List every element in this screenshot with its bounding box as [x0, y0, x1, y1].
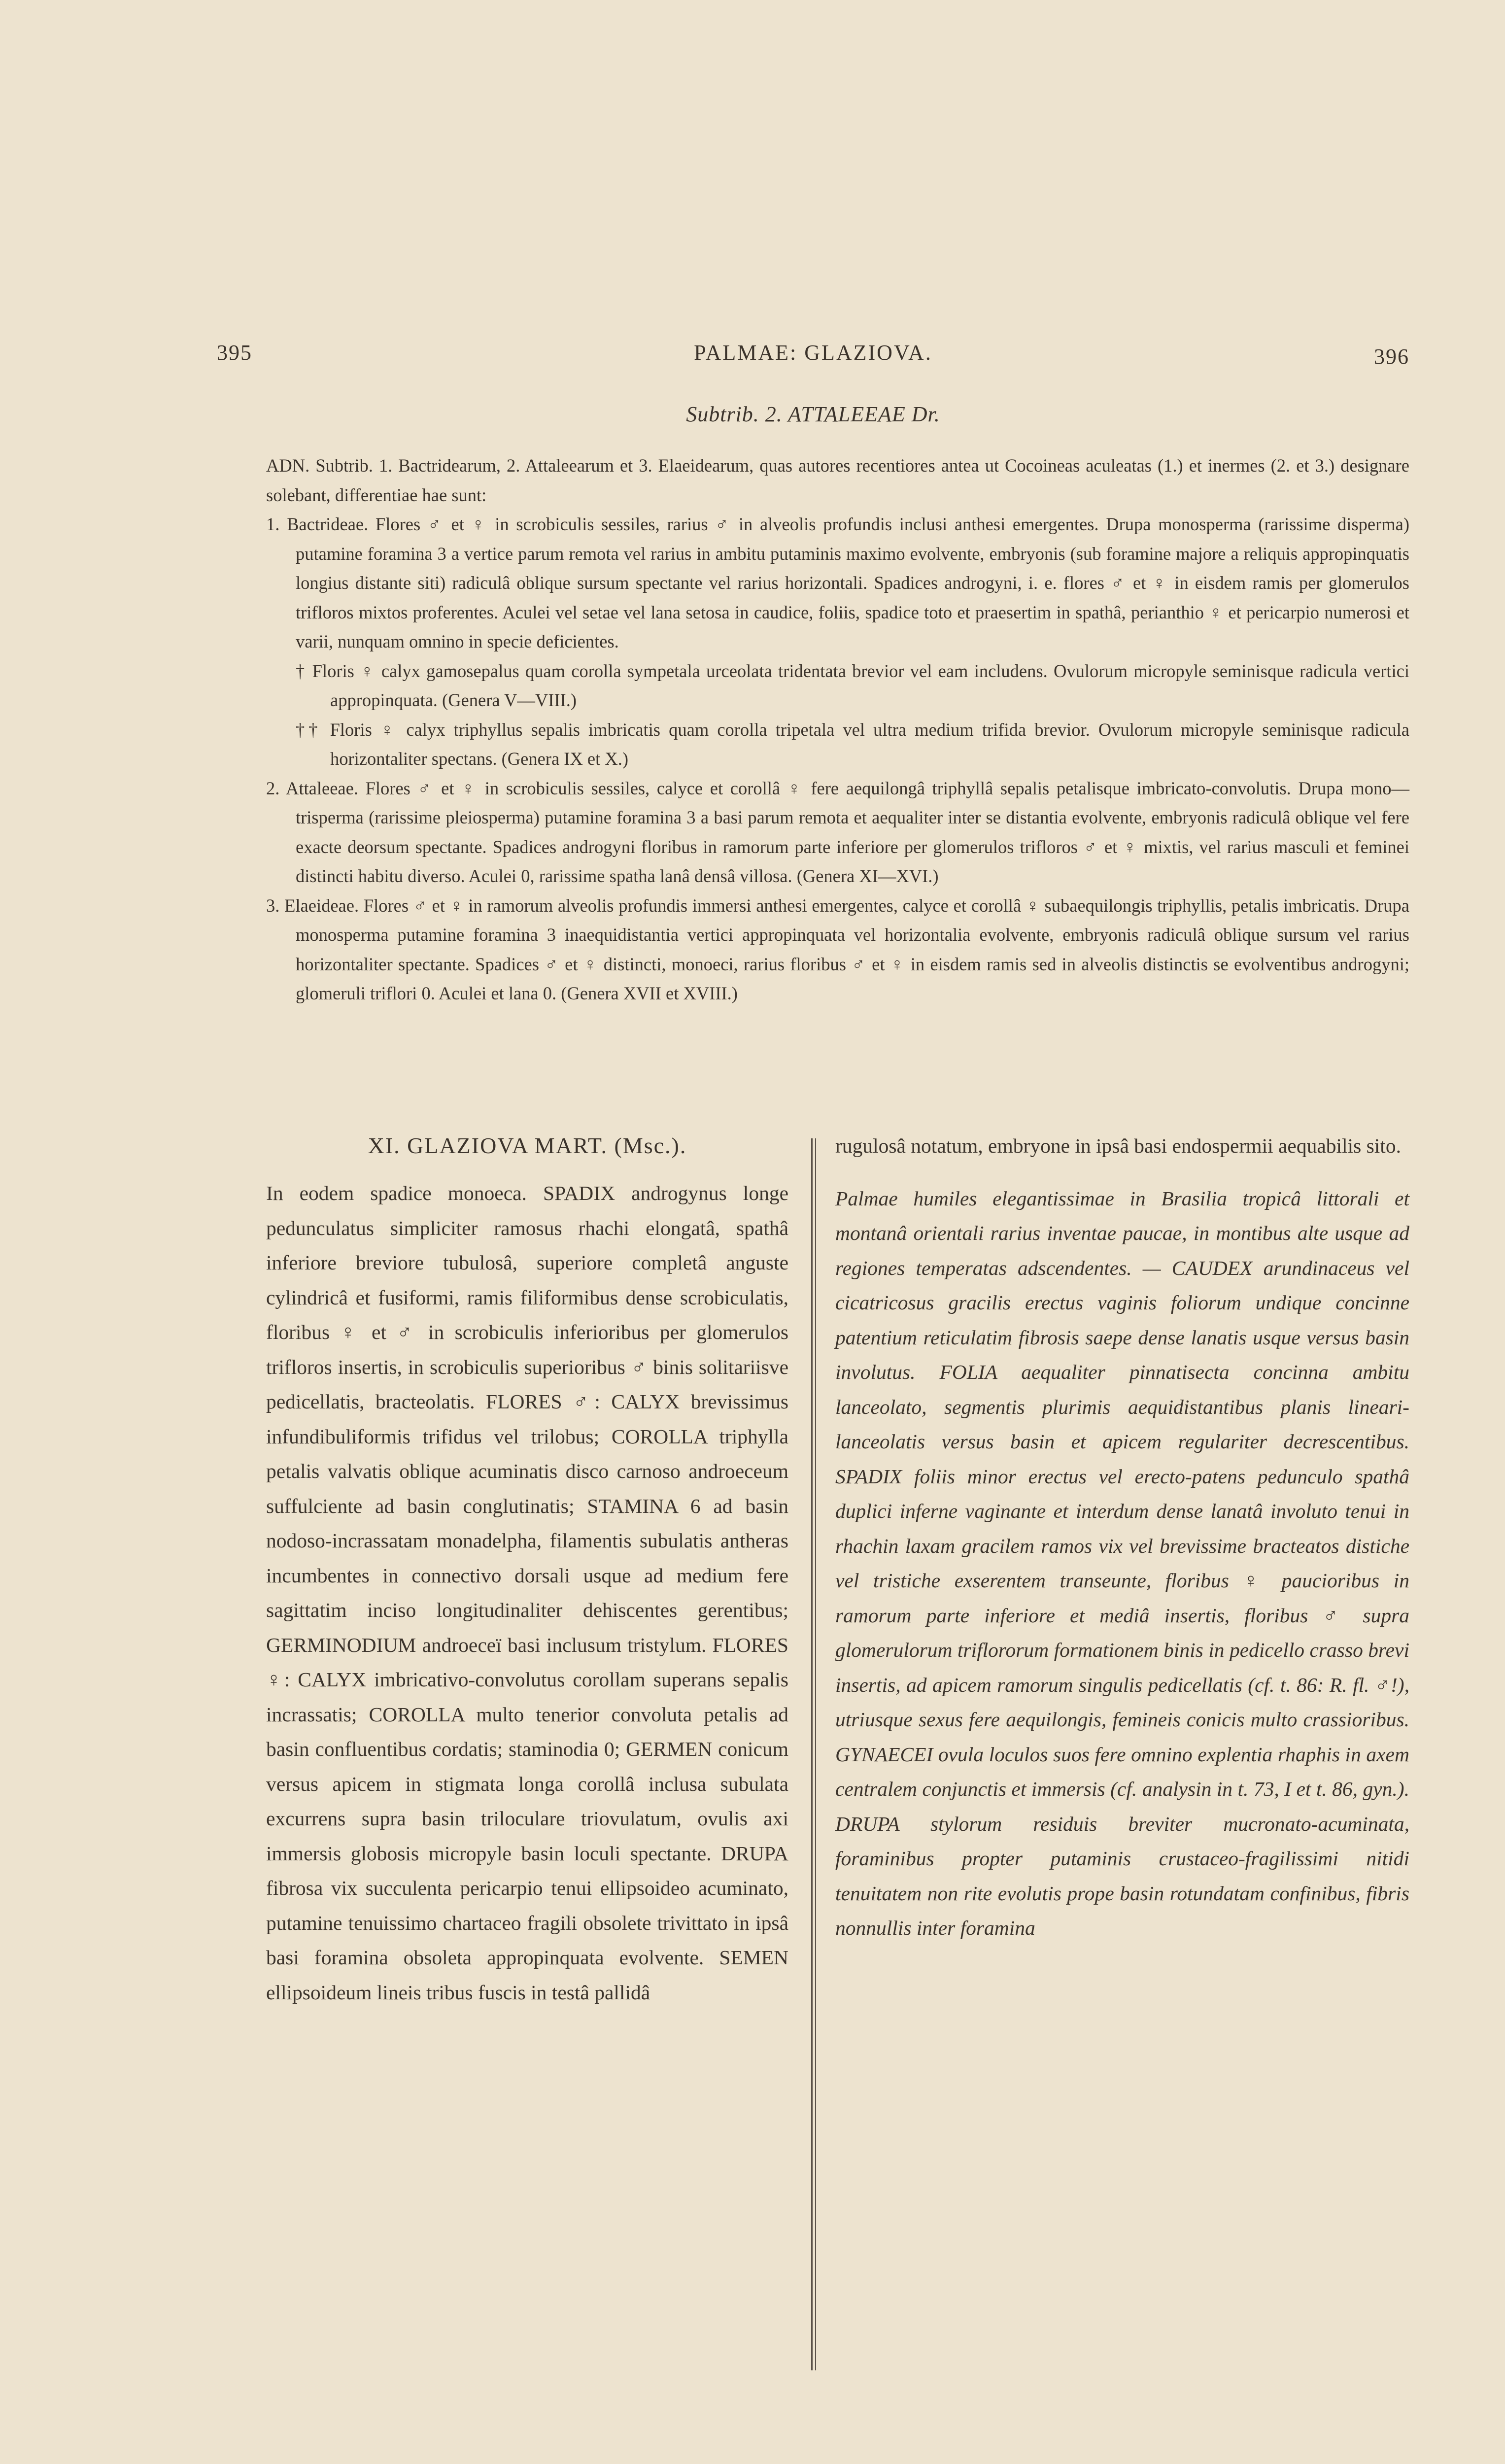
- running-head: [217, 340, 1409, 379]
- right-column: [835, 1129, 1409, 1946]
- column-divider-rule-inner: [815, 1138, 816, 2370]
- left-column: [266, 1129, 788, 2010]
- page-number-left: 395: [217, 341, 252, 365]
- attaleeae-paragraph: 2. Attaleeae. Flores ♂ et ♀ in scrobiculis sessiles, calyce et corollâ ♀ fere aequilongâ triphyllâ sepalis petalisque imbricato-convolutis. Drupa mono—trisperma (rarissime pleiosperma) putamine foramina 3 a basi parum remota et aequaliter inter se distantia evolvente, embryonis radiculâ oblique vel fere exacte deorsum spectante. Spadices androgyni floribus in ramorum parte inferiore per glomerulos trifloros ♂ et ♀ mixtis, vel rarius masculi et feminei distincti habitu diverso. Aculei 0, rarissime spatha lanâ densâ villosa. (Genera XI—XVI.): [266, 778, 1409, 886]
- two-column-body: [266, 1129, 1409, 2385]
- intro-note: [266, 451, 1409, 1008]
- genus-description-left: In eodem spadice monoeca. SPADIX androgynus longe pedunculatus simpliciter ramosus rhachi elongatâ, spathâ inferiore breviore tubulosâ, superiore completâ anguste cylindricâ et fusiformi, ramis filiformibus dense scrobiculatis, floribus ♀ et ♂ in scrobiculis inferioribus per glomerulos trifloros insertis, in scrobiculis superioribus ♂ binis solitariisve pedicellatis, bracteolatis. FLORES ♂: CALYX brevissimus infundibuliformis trifidus vel trilobus; COROLLA triphylla petalis valvatis oblique acuminatis disco carnoso androeceum suffulciente ad basin conglutinatis; STAMINA 6 ad basin nodoso-incrassatam monadelpha, filamentis subulatis antheras incumbentes in connectivo dorsali usque ad medium fere sagittatim inciso longitudinaliter dehiscentes gerentibus; GERMINODIUM androeceï basi inclusum tristylum. FLORES ♀: CALYX imbricativo-convolutus corollam superans sepalis incrassatis; COROLLA multo tenerior convoluta petalis ad basin confluentibus cordatis; staminodia 0; GERMEN conicum versus apicem in stigmata longa corollâ inclusa subulata excurrens supra basin triloculare triovulatum, ovulis axi immersis globosis micropyle basin loculi spectante. DRUPA fibrosa vix succulenta pericarpio tenui ellipsoideo acuminato, putamine tenuissimo chartaceo fragili obsolete trivittato in ipsâ basi foramina obsoleta appropinquata evolvente. SEMEN ellipsoideum lineis tribus fuscis in testâ pallidâ: [266, 1182, 788, 2004]
- elaeideae-paragraph: 3. Elaeideae. Flores ♂ et ♀ in ramorum alveolis profundis immersi anthesi emergentes, calyce et corollâ ♀ subaequilongis triphyllis, petalis imbricatis. Drupa monosperma putamine foramina 3 inaequidistantia vertici appropinquata vel horizontalia evolvente, embryonis radiculâ oblique sursum vel rarius horizontaliter spectante. Spadices ♂ et ♀ distincti, monoeci, rarius floribus ♂ et ♀ in eisdem ramis sed in alveolis distinctis se evolventibus androgyni; glomeruli triflori 0. Aculei et lana 0. (Genera XVII et XVIII.): [266, 895, 1409, 1003]
- subtribe-heading: Subtrib. 2. ATTALEEAE Dr.: [686, 402, 940, 426]
- dagger-note-1: † Floris ♀ calyx gamosepalus quam corolla sympetala urceolata tridentata brevior vel eam includens. Ovulorum micropyle seminisque radicula vertici appropinquata. (Genera V—VIII.): [296, 660, 1409, 710]
- running-title: PALMAE: GLAZIOVA.: [694, 341, 932, 365]
- column-divider-rule: [811, 1138, 813, 2370]
- dagger-note-2: †† Floris ♀ calyx triphyllus sepalis imbricatis quam corolla tripetala vel ultra medium trifida brevior. Ovulorum micropyle seminisque radicula horizontaliter spectans. (Genera IX et X.): [296, 719, 1409, 769]
- page-number-right: 396: [1374, 344, 1409, 369]
- bactrideae-paragraph: 1. Bactrideae. Flores ♂ et ♀ in scrobiculis sessiles, rarius ♂ in alveolis profundis inclusi anthesi emergentes. Drupa monosperma (rarissime disperma) putamine foramina 3 a vertice parum remota vel rarius in ambitu putaminis maximo evolvente, embryonis (sub foramine majore a reliquis appropinquatis longius distante siti) radiculâ oblique sursum spectante vel rarius horizontali. Spadices androgyni, i. e. flores ♂ et ♀ in eisdem ramis per glomerulos trifloros mixtos proferentes. Aculei vel setae vel lana setosa in caudice, foliis, spadice toto et praesertim in spathâ, perianthio ♀ et pericarpio numerosi et varii, nunquam omnino in specie deficientes.: [266, 514, 1409, 651]
- genus-habit-description: Palmae humiles elegantissimae in Brasilia tropicâ littorali et montanâ orientali rarius inventae paucae, in montibus alte usque ad regiones temperatas adscendentes. — CAUDEX arundinaceus vel cicatricosus gracilis erectus vaginis foliorum undique concinne patentium reticulatim fibrosis saepe dense lanatis usque versus basin involutus. FOLIA aequaliter pinnatisecta concinna ambitu lanceolato, segmentis plurimis aequidistantibus planis lineari-lanceolatis versus basin et apicem regulariter decrescentibus. SPADIX foliis minor erectus vel erecto-patens pedunculo spathâ duplici inferne vaginante et interdum dense lanatâ involuto tenui in rhachin laxam gracilem ramos vix vel brevissime bracteatos distiche vel tristiche exserentem transeunte, floribus ♀ paucioribus in ramorum parte inferiore et mediâ insertis, floribus ♂ supra glomerulorum triflororum formationem binis in pedicello crasso brevi insertis, ad apicem ramorum singulis pedicellatis (cf. t. 86: R. fl. ♂!), utriusque sexus fere aequilongis, femineis conicis multo crassioribus. GYNAECEI ovula loculos suos fere omnino explentia rhaphis in axem centralem conjunctis et immersis (cf. analysin in t. 73, I et t. 86, gyn.). DRUPA stylorum residuis breviter mucronato-acuminata, foraminibus propter putaminis crustaceo-fragilissimi nitidi tenuitatem non rite evolutis prope basin rotundatam confinibus, fibris nonnullis inter foramina: [835, 1187, 1409, 1939]
- genus-description-continuation: rugulosâ notatum, embryone in ipsâ basi endospermii aequabilis sito.: [835, 1134, 1401, 1157]
- adn-paragraph: ADN. Subtrib. 1. Bactridearum, 2. Attaleearum et 3. Elaeidearum, quas autores recentiores antea ut Cocoineas aculeatas (1.) et inermes (2. et 3.) designare solebant, differentiae hae sunt:: [266, 455, 1409, 505]
- paragraph-gap: [835, 1164, 1409, 1181]
- genus-title: XI. GLAZIOVA MART. (Msc.).: [368, 1133, 687, 1158]
